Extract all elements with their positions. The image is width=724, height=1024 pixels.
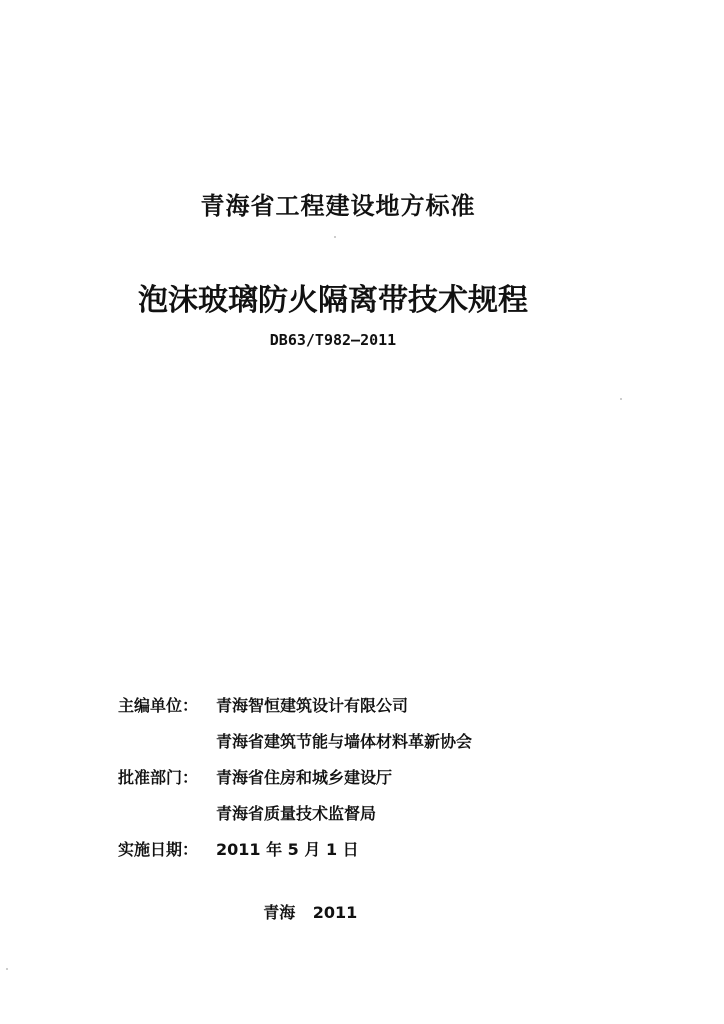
editor-1: 青海智恒建筑设计有限公司 <box>216 696 409 715</box>
approver-row <box>118 760 472 796</box>
footer-place: 青海 <box>263 903 296 922</box>
effective-date: 2011 年 5 月 1 日 <box>216 840 359 859</box>
approver-row-2 <box>118 796 472 832</box>
editor-row-2 <box>118 724 472 760</box>
approver-label: 批准部门： <box>118 768 199 787</box>
effective-label: 实施日期： <box>118 840 199 859</box>
editor-label: 主编单位： <box>118 696 199 715</box>
document-title-text: 泡沫玻璃防火隔离带技术规程 <box>138 283 528 318</box>
series-title <box>0 186 724 221</box>
scan-speck <box>620 398 622 400</box>
series-title-text: 青海省工程建设地方标准 <box>200 192 476 220</box>
editor-2: 青海省建筑节能与墙体材料革新协会 <box>216 732 473 751</box>
document-title <box>0 275 724 319</box>
scan-speck <box>334 236 336 238</box>
standard-code <box>0 331 724 349</box>
approver-1: 青海省住房和城乡建设厅 <box>216 768 393 787</box>
footer <box>0 900 724 923</box>
publication-info <box>118 688 472 868</box>
scan-speck <box>6 968 8 970</box>
editor-row <box>118 688 472 724</box>
approver-2: 青海省质量技术监督局 <box>216 804 377 823</box>
effective-row <box>118 832 472 868</box>
footer-year: 2011 <box>312 903 358 922</box>
standard-code-text: DB63/T982—2011 <box>269 331 397 349</box>
